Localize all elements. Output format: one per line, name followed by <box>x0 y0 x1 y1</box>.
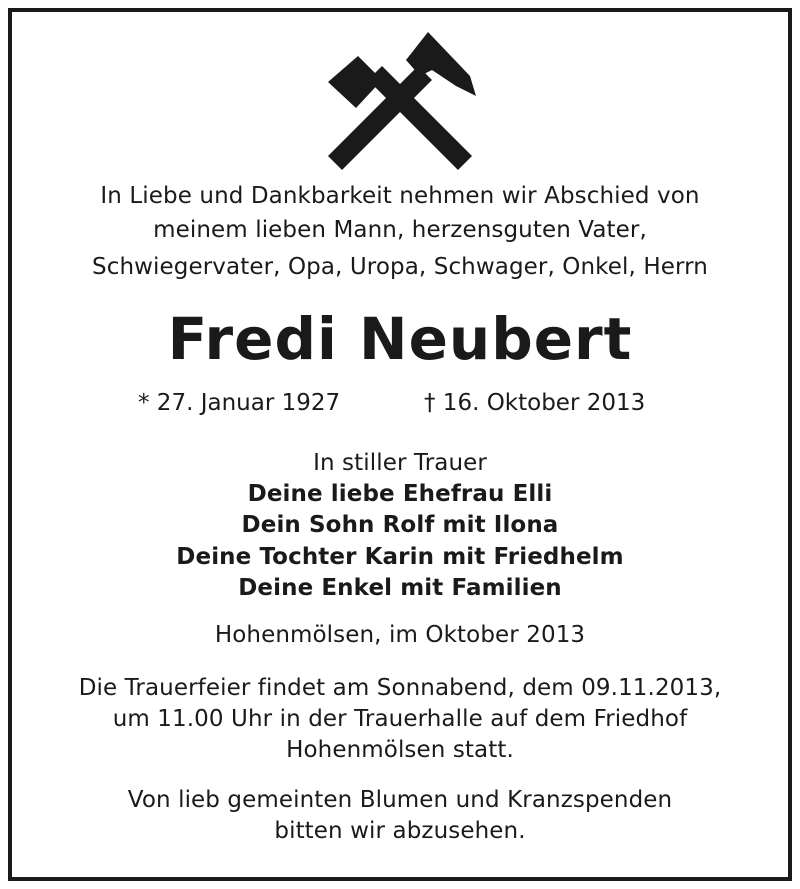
place-date: Hohenmölsen, im Oktober 2013 <box>214 622 586 648</box>
funeral-info-line-3: Hohenmölsen statt. <box>286 737 514 763</box>
intro-line-1: In Liebe und Dankbarkeit nehmen wir Abschied von <box>100 183 700 209</box>
flowers-note-line-2: bitten wir abzusehen. <box>274 818 526 844</box>
mourner-line-3: Deine Tochter Karin mit Friedhelm <box>176 544 624 570</box>
funeral-info-line-1: Die Trauerfeier findet am Sonnabend, dem 09.11.2013, <box>78 675 722 701</box>
flowers-note-line-1: Von lieb gemeinten Blumen und Kranzspenden <box>127 787 673 813</box>
mourning-heading: In stiller Trauer <box>313 450 487 476</box>
mourner-line-4: Deine Enkel mit Familien <box>238 575 562 601</box>
mourner-line-1: Deine liebe Ehefrau Elli <box>247 481 553 507</box>
mourner-line-2: Dein Sohn Rolf mit Ilona <box>241 512 559 538</box>
intro-line-3: Schwiegervater, Opa, Uropa, Schwager, Onkel, Herrn <box>92 254 708 280</box>
death-date: † 16. Oktober 2013 <box>424 390 646 416</box>
funeral-info-line-2: um 11.00 Uhr in der Trauerhalle auf dem Friedhof <box>112 706 688 732</box>
intro-line-2: meinem lieben Mann, herzensguten Vater, <box>153 217 647 243</box>
birth-date: * 27. Januar 1927 <box>138 390 341 416</box>
hammer-and-pick-icon <box>320 24 480 174</box>
deceased-name: Fredi Neubert <box>167 305 633 373</box>
